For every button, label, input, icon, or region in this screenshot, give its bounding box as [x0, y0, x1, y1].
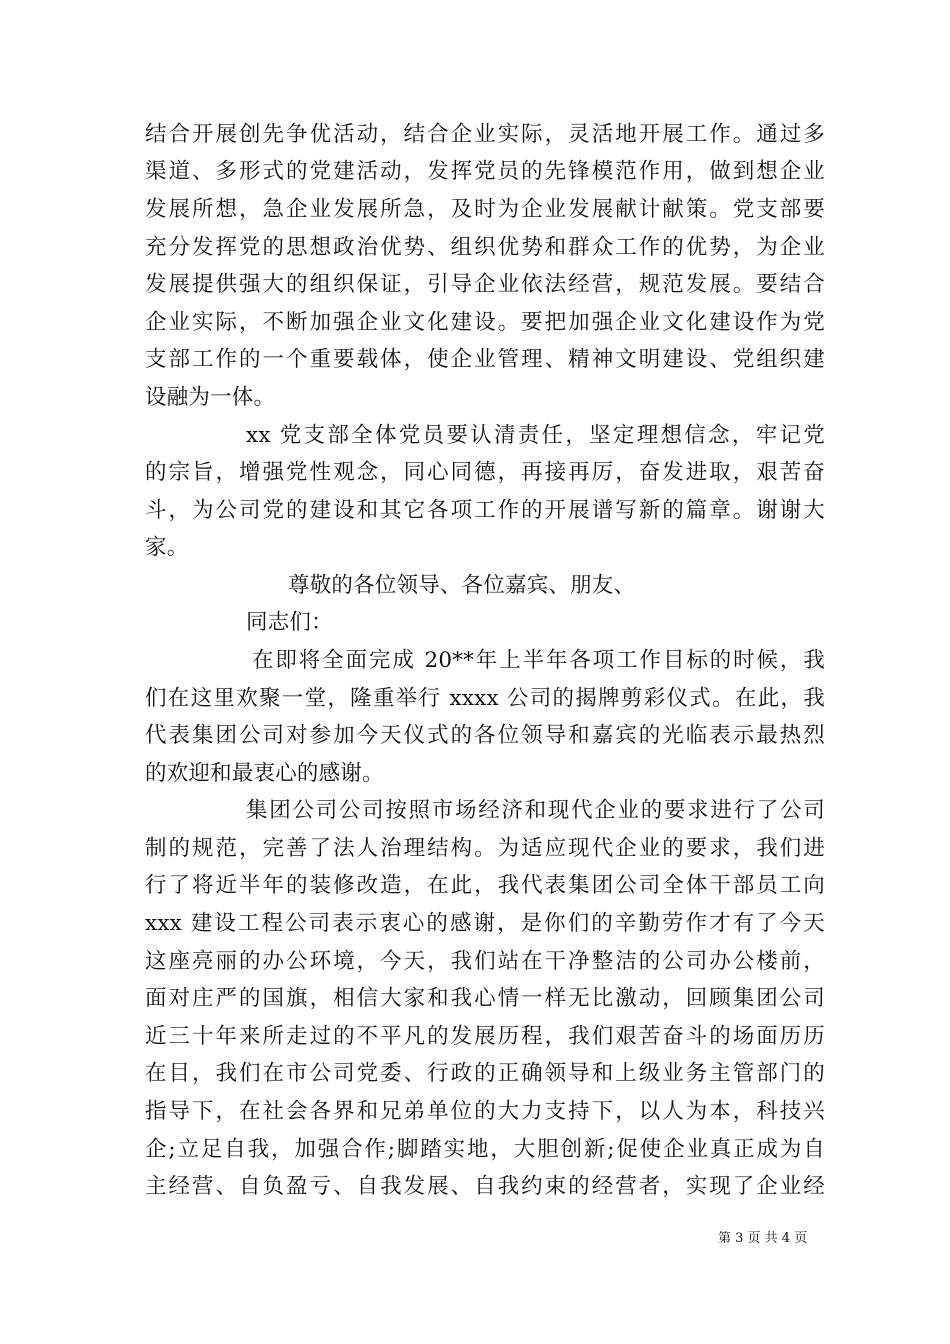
- text-line: 近三十年来所走过的不平凡的发展历程，我们艰苦奋斗的场面历历: [145, 1024, 825, 1049]
- text-line: 充分发挥党的思想政治优势、组织优势和群众工作的优势，为企业: [145, 235, 825, 260]
- text-line: 面对庄严的国旗，相信大家和我心情一样无比激动，回顾集团公司: [145, 986, 825, 1011]
- salutation: 同志们：: [246, 610, 333, 635]
- text-line: 发展提供强大的组织保证，引导企业依法经营，规范发展。要结合: [145, 272, 825, 297]
- text-line: 渠道、多形式的党建活动，发挥党员的先锋模范作用，做到想企业: [145, 159, 825, 184]
- text-line: xx 党支部全体党员要认清责任，坚定理想信念，牢记党: [246, 423, 825, 448]
- text-line: 这座亮丽的办公环境，今天，我们站在干净整洁的公司办公楼前，: [145, 949, 825, 974]
- text-line: 在目，我们在市公司党委、行政的正确领导和上级业务主管部门的: [145, 1061, 825, 1086]
- text-line: 指导下，在社会各界和兄弟单位的大力支持下，以人为本，科技兴: [145, 1099, 825, 1124]
- text-line: 行了将近半年的装修改造，在此，我代表集团公司全体干部员工向: [145, 873, 825, 898]
- text-line: 主经营、自负盈亏、自我发展、自我约束的经营者，实现了企业经: [145, 1174, 825, 1199]
- text-line: 的宗旨，增强党性观念，同心同德，再接再厉，奋发进取，艰苦奋: [145, 460, 825, 485]
- text-line: 企;立足自我，加强合作;脚踏实地，大胆创新;促使企业真正成为自: [145, 1137, 825, 1162]
- text-line: 企业实际，不断加强企业文化建设。要把加强企业文化建设作为党: [145, 310, 825, 335]
- text-line: 们在这里欢聚一堂，隆重举行 xxxx 公司的揭牌剪彩仪式。在此，我: [145, 686, 825, 711]
- text-line: 斗，为公司党的建设和其它各项工作的开展谱写新的篇章。谢谢大: [145, 498, 825, 523]
- text-line: 家。: [145, 535, 189, 560]
- text-line: 集团公司公司按照市场经济和现代企业的要求进行了公司: [246, 798, 825, 823]
- text-line: 结合开展创先争优活动，结合企业实际，灵活地开展工作。通过多: [145, 122, 825, 147]
- text-line: 代表集团公司对参加今天仪式的各位领导和嘉宾的光临表示最热烈: [145, 723, 825, 748]
- salutation: 尊敬的各位领导、各位嘉宾、朋友、: [288, 573, 636, 598]
- text-line: 支部工作的一个重要载体，使企业管理、精神文明建设、党组织建: [145, 347, 825, 372]
- text-line: xxx 建设工程公司表示衷心的感谢，是你们的辛勤劳作才有了今天: [145, 911, 825, 936]
- text-line: 设融为一体。: [145, 385, 276, 410]
- text-line: 发展所想，急企业发展所急，及时为企业发展献计献策。党支部要: [145, 197, 825, 222]
- text-line: 制的规范，完善了法人治理结构。为适应现代企业的要求，我们进: [145, 836, 825, 861]
- text-line: 在即将全面完成 20**年上半年各项工作目标的时候，我: [252, 648, 825, 673]
- text-line: 的欢迎和最衷心的感谢。: [145, 761, 384, 786]
- page-number: 第 3 页 共 4 页: [718, 1231, 808, 1246]
